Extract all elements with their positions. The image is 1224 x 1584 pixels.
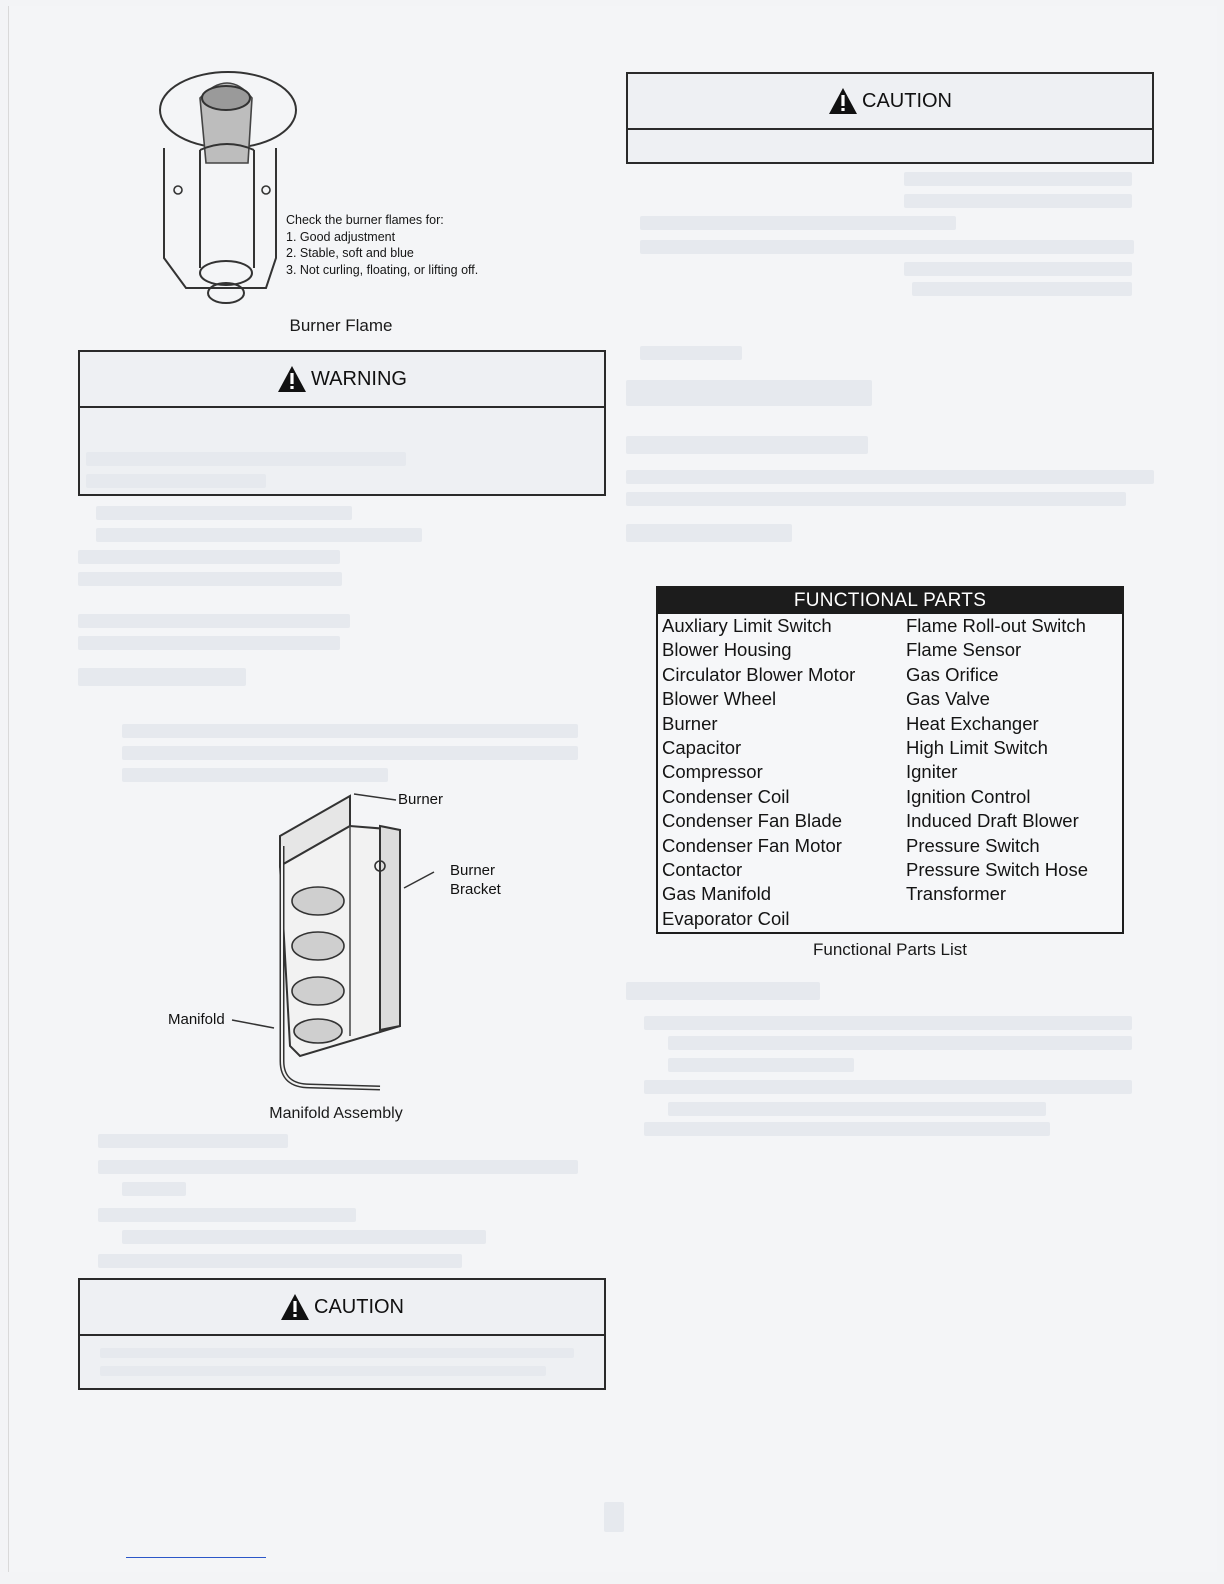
- caution-label: CAUTION: [862, 89, 952, 112]
- faded-heading: [626, 436, 868, 454]
- faded-text: [912, 282, 1132, 296]
- note-item: 2. Stable, soft and blue: [286, 246, 414, 260]
- label-manifold: Manifold: [168, 1011, 225, 1028]
- caution-triangle-icon: [828, 87, 858, 115]
- burner-flame-notes: [286, 212, 478, 278]
- faded-text: [86, 452, 406, 466]
- part-item: Circulator Blower Motor: [662, 663, 856, 685]
- faded-text: [98, 1160, 578, 1174]
- label-burner: Burner: [398, 791, 444, 808]
- faded-text: [904, 172, 1132, 186]
- faded-text: [640, 216, 956, 230]
- faded-text: [644, 1080, 1132, 1094]
- faded-text: [668, 1102, 1046, 1116]
- part-item: Gas Valve: [906, 688, 990, 710]
- parts-column-left: [662, 614, 855, 931]
- part-item: High Limit Switch: [906, 737, 1048, 759]
- parts-column-right: [906, 614, 1088, 907]
- faded-text: [122, 1182, 186, 1196]
- functional-parts-caption: Functional Parts List: [812, 940, 967, 959]
- faded-text: [78, 636, 340, 650]
- faded-heading: [626, 524, 792, 542]
- part-item: Pressure Switch: [906, 834, 1040, 856]
- warning-triangle-icon: [277, 365, 307, 393]
- faded-text: [98, 1254, 462, 1268]
- faded-text: [640, 240, 1134, 254]
- part-item: Heat Exchanger: [906, 712, 1039, 734]
- warning-header: [80, 352, 604, 408]
- part-item: Igniter: [906, 761, 958, 783]
- note-item: 1. Good adjustment: [286, 229, 396, 244]
- faded-heading: [626, 982, 820, 1000]
- part-item: Blower Wheel: [662, 688, 777, 710]
- part-item: Condenser Coil: [662, 785, 790, 807]
- label-burner-bracket-line: Burner: [450, 862, 496, 879]
- part-item: Condenser Fan Motor: [662, 834, 842, 856]
- faded-text: [122, 746, 578, 760]
- faded-text: [904, 262, 1132, 276]
- part-item: Transformer: [906, 883, 1007, 905]
- faded-text: [626, 470, 1154, 484]
- part-item: Flame Sensor: [906, 639, 1022, 661]
- part-item: Blower Housing: [662, 639, 792, 661]
- part-item: Evaporator Coil: [662, 907, 790, 929]
- faded-text: [644, 1122, 1050, 1136]
- note-item: 3. Not curling, floating, or lifting off.: [286, 262, 479, 277]
- caution-header: [628, 74, 1152, 130]
- notes-title: Check the burner flames for:: [286, 213, 444, 227]
- burner-flame-caption: Burner Flame: [289, 316, 393, 335]
- part-item: Auxliary Limit Switch: [662, 615, 832, 636]
- part-item: Induced Draft Blower: [906, 810, 1079, 832]
- faded-text: [100, 1366, 546, 1376]
- faded-text: [904, 194, 1132, 208]
- label-burner-bracket: [450, 861, 501, 899]
- part-item: Gas Manifold: [662, 883, 771, 905]
- part-item: Condenser Fan Blade: [662, 810, 842, 832]
- caution-triangle-icon: [280, 1293, 310, 1321]
- faded-text: [122, 724, 578, 738]
- faded-text: [668, 1058, 854, 1072]
- manifold-assembly-illustration: [220, 786, 520, 1104]
- caution-box-top: [626, 72, 1154, 164]
- faded-text: [78, 572, 342, 586]
- faded-text: [78, 550, 340, 564]
- faded-text: [78, 614, 350, 628]
- faded-text: [100, 1348, 574, 1358]
- faded-text: [122, 768, 388, 782]
- functional-parts-header: FUNCTIONAL PARTS: [658, 588, 1122, 614]
- functional-parts-table: [656, 586, 1124, 934]
- faded-text: [640, 346, 742, 360]
- caution-header: [80, 1280, 604, 1336]
- faded-text: [96, 528, 422, 542]
- faded-text: [96, 506, 352, 520]
- part-item: Flame Roll-out Switch: [906, 615, 1086, 636]
- part-item: Burner: [662, 712, 718, 734]
- part-item: Gas Orifice: [906, 663, 999, 685]
- faded-heading: [78, 668, 246, 686]
- caution-label: CAUTION: [314, 1295, 404, 1318]
- part-item: Compressor: [662, 761, 763, 783]
- part-item: Contactor: [662, 859, 743, 881]
- label-burner-bracket-line: Bracket: [450, 881, 501, 898]
- warning-label: WARNING: [311, 367, 407, 390]
- part-item: Ignition Control: [906, 785, 1031, 807]
- manifold-assembly-caption: Manifold Assembly: [269, 1105, 403, 1122]
- faded-text: [122, 1230, 486, 1244]
- faded-heading: [626, 380, 872, 406]
- faded-text: [668, 1036, 1132, 1050]
- bottom-rule: [126, 1557, 266, 1558]
- faded-text: [86, 474, 266, 488]
- faded-text: [644, 1016, 1132, 1030]
- faded-text: [98, 1208, 356, 1222]
- faded-text: [98, 1134, 288, 1148]
- faded-text: [626, 492, 1126, 506]
- part-item: Capacitor: [662, 737, 742, 759]
- page-number: [604, 1502, 624, 1532]
- part-item: Pressure Switch Hose: [906, 859, 1088, 881]
